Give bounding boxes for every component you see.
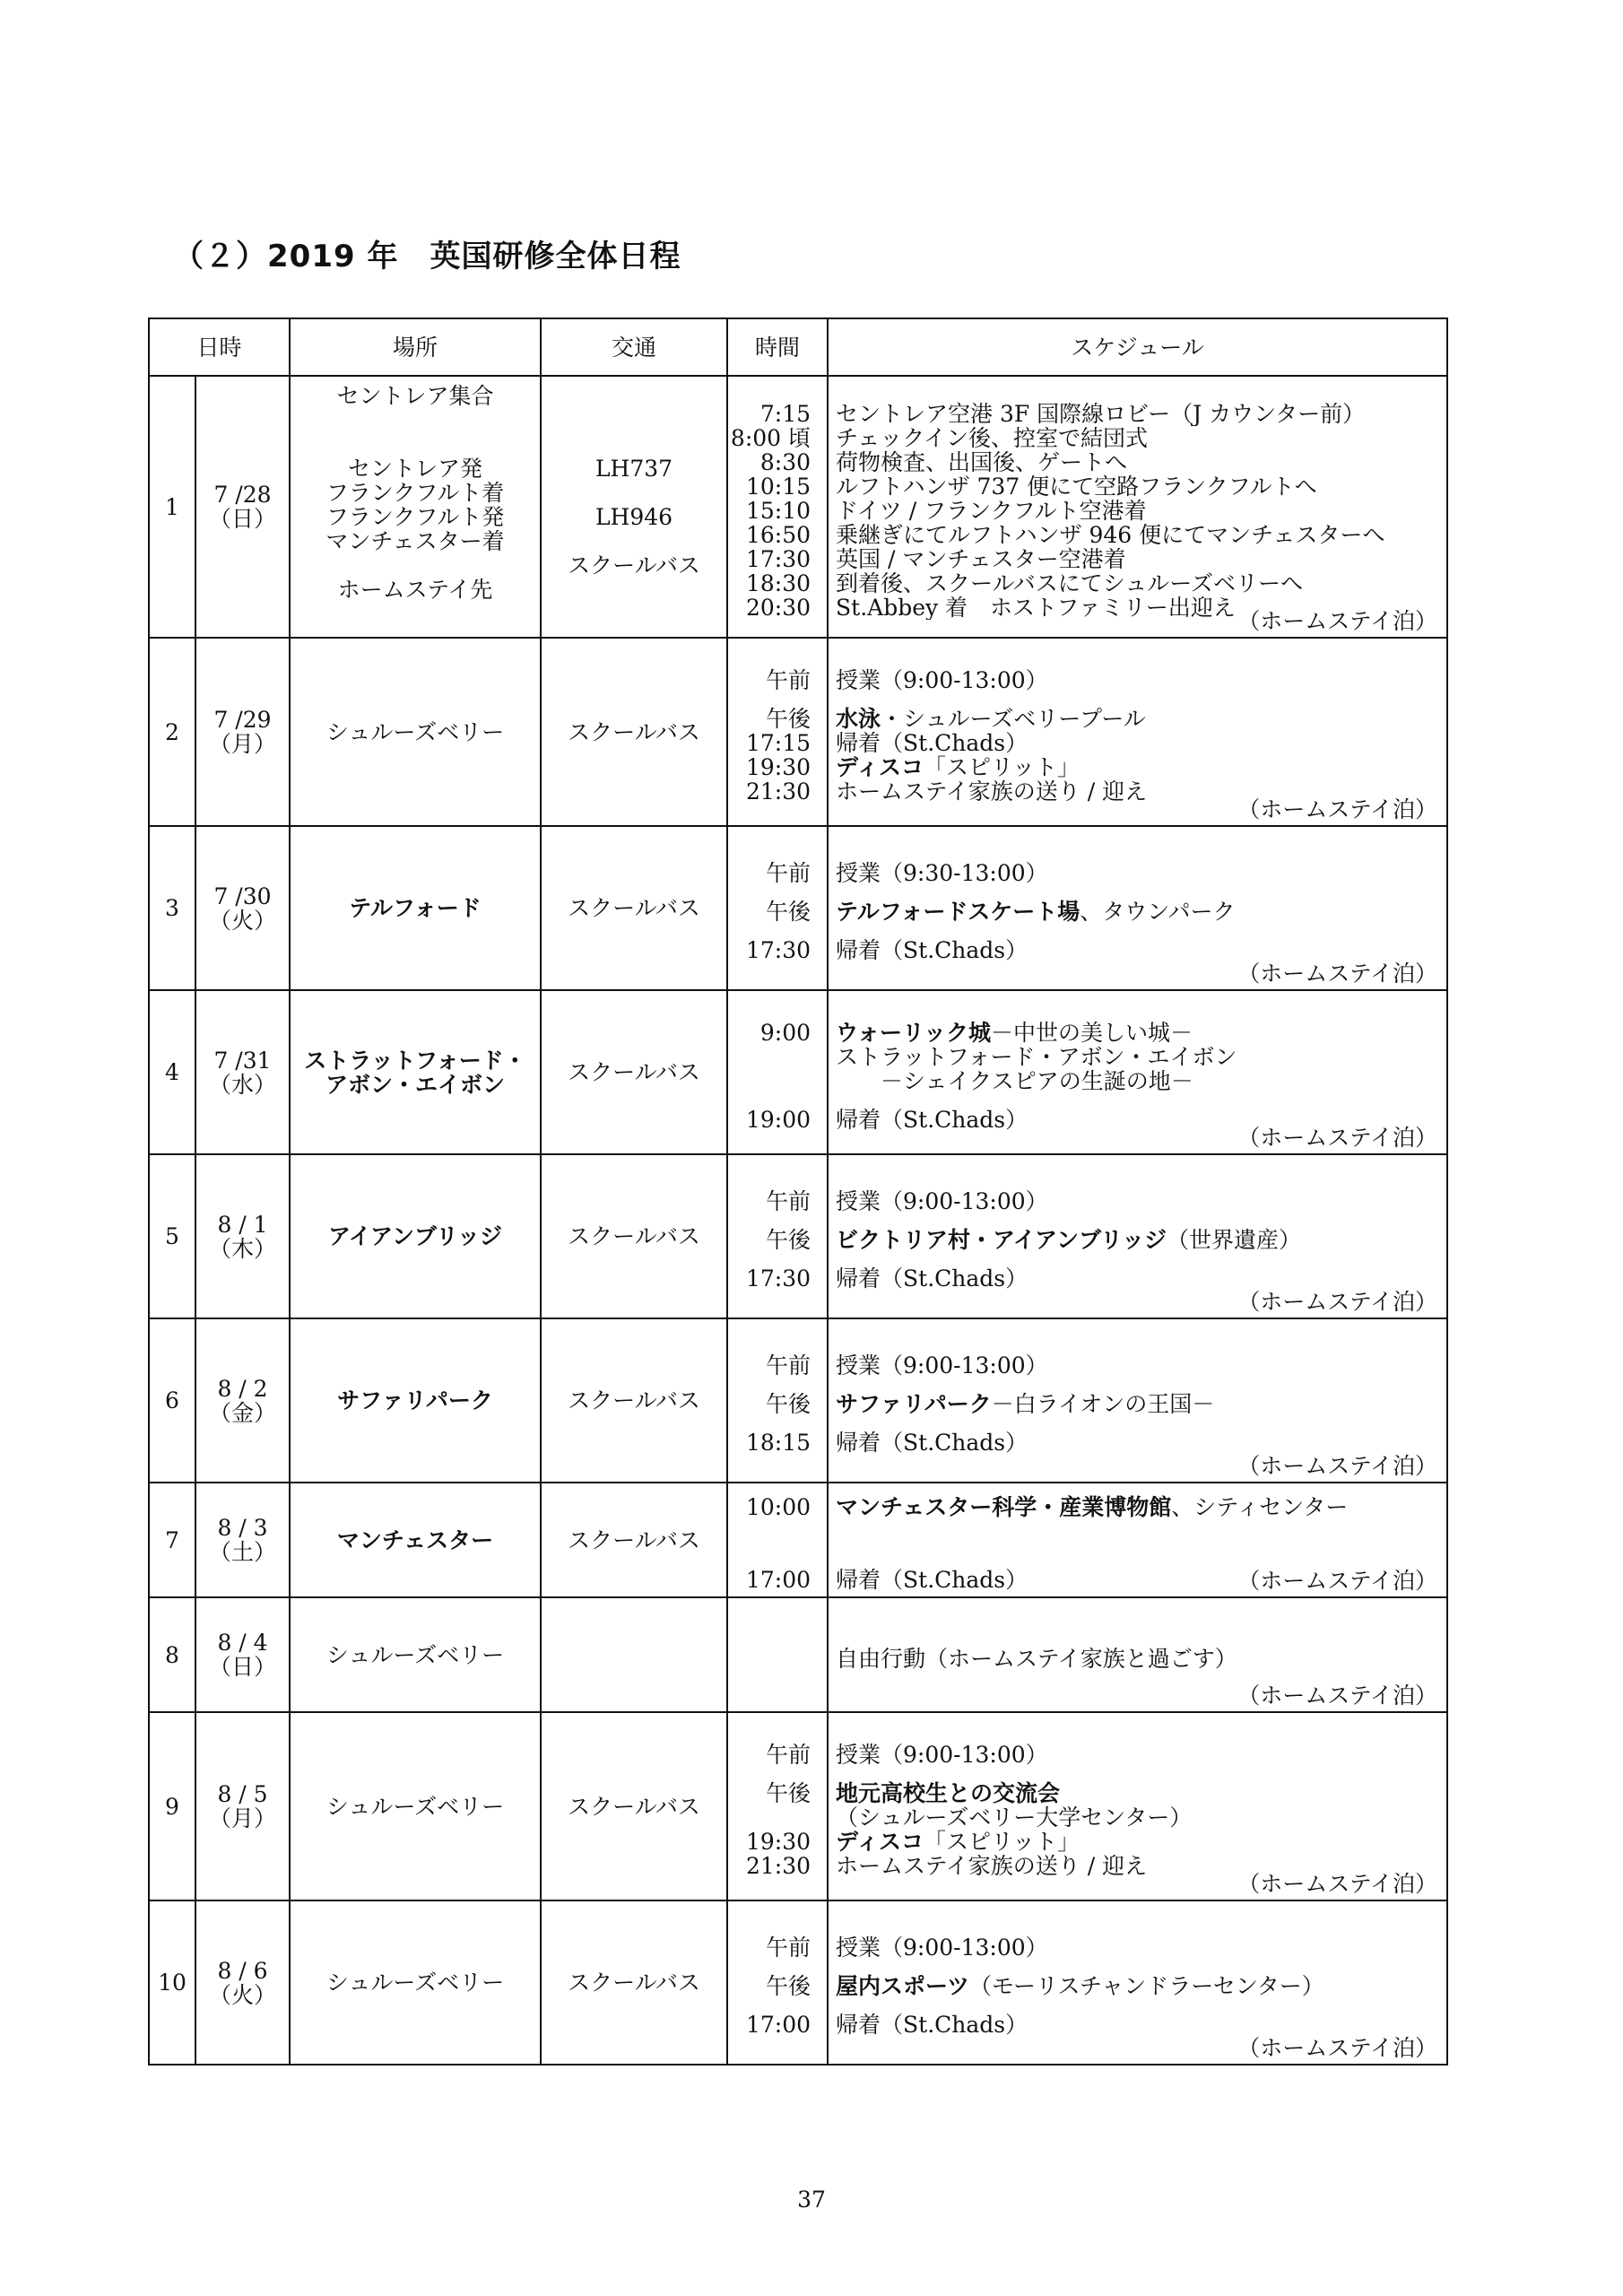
date-text: 8 / 2 (217, 1375, 268, 1402)
page-heading: （２）2019 年 英国研修全体日程 (173, 239, 681, 274)
place-name: サファリパーク (337, 1387, 493, 1413)
time-value: 19:30 (745, 754, 812, 779)
transport-cell (541, 990, 727, 1154)
schedule-text: 、シティセンター (1171, 1495, 1349, 1519)
schedule-line (836, 1935, 1446, 1960)
schedule-line (836, 938, 1446, 962)
schedule-text: 帰着（St.Chads） (836, 1107, 1028, 1132)
time-value: 9:00 (759, 1020, 812, 1045)
time-value: 21:30 (745, 1853, 812, 1878)
schedule-line (836, 1998, 1446, 2013)
page-number: 37 (797, 2187, 826, 2213)
schedule-line (836, 1431, 1446, 1455)
transport-name: スクールバス (568, 1793, 700, 1820)
schedule-line (836, 1266, 1446, 1291)
time-value: 17:30 (745, 546, 812, 571)
time-cell (727, 1154, 828, 1318)
transport-line: LH737 (595, 457, 673, 481)
time-value: 午後 (766, 1974, 812, 1998)
place-cell (290, 638, 541, 826)
day-row (149, 1318, 1447, 1483)
transport-cell (541, 1483, 727, 1597)
schedule-text: 乗継ぎにてルフトハンザ 946 便にてマンチェスターへ (836, 522, 1385, 547)
weekday-text: （日） (209, 506, 277, 532)
place-cell (290, 826, 541, 990)
transport-cell (541, 376, 727, 638)
time-value (728, 1045, 811, 1069)
schedule-line (836, 1021, 1446, 1045)
schedule-line (836, 1093, 1446, 1108)
schedule-line (836, 668, 1446, 692)
date-text: 8 / 4 (217, 1630, 268, 1656)
schedule-cell (828, 1318, 1447, 1483)
schedule-line (836, 1805, 1446, 1830)
place-cell (290, 990, 541, 1154)
schedule-line (836, 1252, 1446, 1266)
schedule-line (836, 885, 1446, 900)
schedule-table (148, 317, 1448, 2066)
schedule-highlight: ディスコ (836, 1829, 924, 1854)
homestay-note: （ホームステイ泊） (1237, 608, 1438, 634)
schedule-line (836, 755, 1446, 779)
homestay-note: （ホームステイ泊） (1237, 1871, 1438, 1897)
schedule-text: －中世の美しい城－ (991, 1020, 1193, 1045)
schedule-highlight: ウォーリック城 (836, 1020, 992, 1045)
schedule-cell (828, 638, 1447, 826)
transport-cell (541, 1318, 727, 1483)
transport-name: スクールバス (568, 895, 700, 921)
transport-name: スクールバス (568, 1526, 700, 1553)
time-value: 午後 (766, 1392, 812, 1416)
schedule-cell (828, 1154, 1447, 1318)
day-number: 1 (149, 376, 195, 638)
place-line (291, 553, 540, 578)
time-value (728, 692, 811, 707)
place-cell (290, 1900, 541, 2065)
time-value: 17:30 (745, 1266, 812, 1291)
place-name: シュルーズベリー (325, 718, 505, 745)
time-value: 17:15 (745, 730, 812, 755)
weekday-text: （日） (209, 1654, 277, 1680)
schedule-highlight: サファリパーク (836, 1392, 992, 1416)
date-text: 7 /31 (213, 1047, 272, 1074)
schedule-line (836, 426, 1446, 450)
header-place: 場所 (290, 318, 541, 376)
weekday-text: （水） (209, 1071, 277, 1098)
place-name: マンチェスター (336, 1526, 494, 1553)
schedule-cell (828, 826, 1447, 990)
date-text: 7 /30 (213, 883, 272, 909)
time-value: 18:15 (745, 1431, 812, 1455)
schedule-text: －シェイクスピアの生誕の地－ (836, 1068, 1193, 1093)
schedule-line (836, 547, 1446, 571)
time-value (728, 885, 811, 900)
transport-cell (541, 1154, 727, 1318)
time-cell (727, 376, 828, 638)
time-value: 10:15 (745, 474, 812, 499)
header-schedule: スケジュール (828, 318, 1447, 376)
time-value (728, 1647, 811, 1671)
schedule-text: 授業（9:00-13:00） (836, 667, 1048, 692)
transport-cell (541, 1597, 727, 1712)
place-cell (290, 1483, 541, 1597)
schedule-line (836, 861, 1446, 885)
schedule-line (836, 707, 1446, 731)
day-number: 2 (149, 638, 195, 826)
place-name: シュルーズベリー (325, 1641, 505, 1668)
time-value: 午前 (766, 1742, 812, 1767)
schedule-text: 帰着（St.Chads） (836, 730, 1028, 755)
weekday-text: （月） (209, 731, 277, 757)
schedule-line (836, 900, 1446, 924)
schedule-text: 授業（9:30-13:00） (836, 861, 1048, 885)
transport-name: スクールバス (568, 1223, 700, 1249)
day-number: 8 (149, 1597, 195, 1712)
time-value: 21:30 (745, 778, 812, 804)
schedule-highlight: マンチェスター科学・産業博物館 (836, 1495, 1172, 1519)
time-value: 17:30 (745, 938, 812, 962)
schedule-line (836, 402, 1446, 426)
time-value: 15:10 (745, 498, 812, 523)
schedule-line (836, 924, 1446, 938)
schedule-text: ・シュルーズベリープール (881, 706, 1146, 731)
transport-line (542, 432, 726, 457)
schedule-text: 帰着（St.Chads） (836, 938, 1028, 962)
schedule-line (836, 1974, 1446, 1998)
transport-line (542, 481, 726, 505)
place-line: ホームステイ先 (337, 578, 493, 602)
schedule-line (836, 1519, 1446, 1568)
schedule-cell (828, 1597, 1447, 1712)
place-name: アボン・エイボン (325, 1071, 506, 1098)
transport-line (542, 384, 726, 408)
time-value: 午前 (766, 1353, 812, 1378)
place-line: セントレア集合 (336, 384, 494, 408)
header-time: 時間 (727, 318, 828, 376)
schedule-text: ホームステイ家族の送り / 迎え (836, 1853, 1148, 1878)
schedule-line (836, 1392, 1446, 1416)
schedule-cell (828, 1712, 1447, 1900)
place-cell (290, 1154, 541, 1318)
schedule-text: 授業（9:00-13:00） (836, 1935, 1048, 1960)
schedule-text: 自由行動（ホームステイ家族と過ごす） (836, 1646, 1237, 1671)
schedule-text: 授業（9:00-13:00） (836, 1742, 1048, 1767)
schedule-line (836, 1495, 1446, 1519)
transport-cell (541, 1900, 727, 2065)
time-value: 午後 (766, 900, 812, 924)
date-text: 8 / 3 (217, 1515, 268, 1541)
time-cell (727, 1597, 828, 1712)
time-value (728, 1213, 811, 1228)
time-value (728, 924, 811, 938)
schedule-text: ホームステイ家族の送り / 迎え (836, 778, 1148, 804)
date-cell (195, 1712, 290, 1900)
schedule-text: －白ライオンの王国－ (991, 1392, 1215, 1416)
day-row (149, 638, 1447, 826)
schedule-text: 授業（9:00-13:00） (836, 1353, 1048, 1378)
transport-name: スクールバス (568, 1970, 700, 1996)
transport-line (542, 408, 726, 432)
time-value (728, 1378, 811, 1392)
schedule-line (836, 1767, 1446, 1781)
homestay-note: （ホームステイ泊） (1237, 796, 1438, 822)
schedule-highlight: ビクトリア村・アイアンブリッジ (836, 1228, 1167, 1252)
schedule-text: ルフトハンザ 737 便にて空路フランクフルトへ (836, 474, 1317, 499)
schedule-cell (828, 376, 1447, 638)
schedule-line (836, 1416, 1446, 1431)
date-cell (195, 1483, 290, 1597)
schedule-cell (828, 1483, 1447, 1597)
time-cell (727, 990, 828, 1154)
date-text: 8 / 1 (217, 1211, 268, 1238)
schedule-line (836, 1353, 1446, 1378)
schedule-text: （世界遺産） (1167, 1228, 1302, 1252)
transport-line (542, 529, 726, 553)
time-value: 17:00 (745, 2013, 812, 2037)
date-text: 7 /28 (213, 482, 272, 508)
transport-cell (541, 826, 727, 990)
day-row (149, 1483, 1447, 1597)
transport-cell (541, 1712, 727, 1900)
schedule-text: セントレア空港 3F 国際線ロビー（J カウンター前） (836, 401, 1366, 426)
time-value (728, 1069, 811, 1093)
day-row (149, 990, 1447, 1154)
place-name: アイアンブリッジ (328, 1223, 503, 1249)
day-number: 5 (149, 1154, 195, 1318)
transport-line: スクールバス (568, 553, 700, 578)
schedule-text: 帰着（St.Chads） (836, 1431, 1028, 1455)
schedule-line (836, 1189, 1446, 1213)
time-value: 16:50 (745, 522, 812, 547)
schedule-highlight: 地元高校生との交流会 (836, 1780, 1061, 1805)
time-value: 19:00 (745, 1107, 812, 1132)
weekday-text: （火） (209, 907, 277, 934)
time-value (728, 1805, 811, 1830)
time-cell (727, 1900, 828, 2065)
date-cell (195, 1900, 290, 2065)
time-value (728, 1767, 811, 1781)
time-value: 20:30 (745, 595, 812, 620)
time-value (728, 1093, 811, 1108)
schedule-line (836, 450, 1446, 474)
time-value (728, 1519, 811, 1568)
place-cell (290, 1712, 541, 1900)
date-cell (195, 990, 290, 1154)
place-line: マンチェスター着 (325, 529, 505, 553)
homestay-note: （ホームステイ泊） (1237, 961, 1438, 987)
time-value: 午前 (766, 861, 812, 885)
schedule-text: St.Abbey 着 ホストファミリー出迎え (836, 595, 1236, 620)
weekday-text: （金） (209, 1399, 277, 1426)
time-value (728, 1416, 811, 1431)
day-number: 9 (149, 1712, 195, 1900)
time-value: 午後 (766, 1780, 812, 1805)
time-value: 8:00 頃 (730, 425, 812, 450)
place-line: セントレア発 (348, 457, 483, 481)
time-cell (727, 1712, 828, 1900)
date-cell (195, 1154, 290, 1318)
schedule-text: 荷物検査、出国後、ゲートへ (836, 449, 1128, 474)
schedule-line (836, 1647, 1446, 1671)
weekday-text: （土） (209, 1539, 277, 1565)
day-row (149, 376, 1447, 638)
schedule-text: ストラットフォード・アボン・エイボン (836, 1044, 1237, 1069)
transport-line: LH946 (595, 505, 673, 529)
day-row (149, 1597, 1447, 1712)
place-line (291, 432, 540, 457)
date-text: 8 / 5 (217, 1781, 268, 1807)
day-number: 10 (149, 1900, 195, 2065)
place-name: ストラットフォード・ (304, 1047, 526, 1074)
schedule-line (836, 1781, 1446, 1805)
time-value (728, 1998, 811, 2013)
schedule-text: 「スピリット」 (924, 754, 1081, 779)
day-number: 3 (149, 826, 195, 990)
time-value: 午後 (766, 1228, 812, 1252)
schedule-line (836, 1213, 1446, 1228)
schedule-text: （シュルーズベリー大学センター） (836, 1805, 1193, 1830)
schedule-cell (828, 1900, 1447, 2065)
schedule-line (836, 1743, 1446, 1767)
day-number: 4 (149, 990, 195, 1154)
schedule-text: 帰着（St.Chads） (836, 1568, 1028, 1592)
place-name: テルフォード (349, 895, 482, 921)
schedule-line (836, 692, 1446, 707)
header-transport: 交通 (541, 318, 727, 376)
transport-line (542, 578, 726, 602)
schedule-line (836, 499, 1446, 523)
day-row (149, 1154, 1447, 1318)
schedule-line (836, 2013, 1446, 2037)
time-cell (727, 1318, 828, 1483)
date-text: 7 /29 (213, 707, 272, 733)
place-line: フランクフルト発 (325, 505, 505, 529)
time-value: 7:15 (759, 401, 812, 426)
transport-cell (541, 638, 727, 826)
schedule-text: チェックイン後、控室で結団式 (836, 425, 1149, 450)
time-value: 18:30 (745, 570, 812, 596)
day-number: 7 (149, 1483, 195, 1597)
schedule-text: 、タウンパーク (1080, 900, 1236, 924)
weekday-text: （木） (209, 1235, 277, 1262)
place-cell (290, 1318, 541, 1483)
schedule-text: 帰着（St.Chads） (836, 1266, 1028, 1291)
schedule-highlight: テルフォードスケート場 (836, 900, 1081, 924)
time-value: 午前 (766, 1935, 812, 1960)
place-cell (290, 376, 541, 638)
schedule-text: 帰着（St.Chads） (836, 2013, 1028, 2037)
table-body (149, 376, 1447, 2065)
schedule-highlight: 水泳 (836, 706, 881, 731)
schedule-text: 英国 / マンチェスター空港着 (836, 546, 1126, 571)
time-value: 午後 (766, 706, 812, 731)
time-value (728, 1960, 811, 1974)
place-cell (290, 1597, 541, 1712)
date-cell (195, 1318, 290, 1483)
date-cell (195, 376, 290, 638)
schedule-text: 到着後、スクールバスにてシュルーズベリーへ (836, 570, 1304, 596)
schedule-line (836, 523, 1446, 547)
table-header-row (149, 318, 1447, 376)
place-name: シュルーズベリー (325, 1793, 505, 1820)
place-line (291, 408, 540, 432)
time-cell (727, 1483, 828, 1597)
schedule-text: 授業（9:00-13:00） (836, 1189, 1048, 1213)
date-cell (195, 826, 290, 990)
transport-name: スクールバス (568, 1059, 700, 1085)
time-cell (727, 826, 828, 990)
day-row (149, 1900, 1447, 2065)
time-value: 17:00 (745, 1568, 812, 1592)
header-datetime: 日時 (149, 318, 290, 376)
place-line: フランクフルト着 (325, 481, 505, 505)
transport-name: スクールバス (568, 718, 700, 745)
homestay-note: （ホームステイ泊） (1237, 1125, 1438, 1151)
schedule-text: （モーリスチャンドラーセンター） (969, 1974, 1324, 1998)
schedule-line (836, 731, 1446, 755)
weekday-text: （月） (209, 1805, 277, 1831)
day-row (149, 1712, 1447, 1900)
date-cell (195, 638, 290, 826)
day-row (149, 826, 1447, 990)
schedule-cell (828, 990, 1447, 1154)
schedule-line (836, 474, 1446, 499)
homestay-note: （ホームステイ泊） (1237, 1453, 1438, 1479)
schedule-text: 「スピリット」 (924, 1829, 1081, 1854)
homestay-note: （ホームステイ泊） (1237, 1683, 1438, 1709)
schedule-text: ドイツ / フランクフルト空港着 (836, 498, 1147, 523)
homestay-note: （ホームステイ泊） (1237, 1289, 1438, 1315)
time-value: 午前 (766, 1189, 812, 1213)
date-cell (195, 1597, 290, 1712)
time-value: 10:00 (745, 1495, 812, 1519)
time-value: 8:30 (759, 449, 812, 474)
schedule-line (836, 1228, 1446, 1252)
schedule-line (836, 1045, 1446, 1069)
day-number: 6 (149, 1318, 195, 1483)
schedule-line (836, 571, 1446, 596)
time-value: 19:30 (745, 1829, 812, 1854)
date-text: 8 / 6 (217, 1957, 268, 1984)
schedule-line (836, 1960, 1446, 1974)
time-value: 午前 (766, 667, 812, 692)
schedule-highlight: ディスコ (836, 754, 924, 779)
homestay-note: （ホームステイ泊） (1237, 1568, 1438, 1594)
schedule-line (836, 1378, 1446, 1392)
place-name: シュルーズベリー (325, 1970, 505, 1996)
homestay-note: （ホームステイ泊） (1237, 2035, 1438, 2061)
time-value (728, 1252, 811, 1266)
time-cell (727, 638, 828, 826)
transport-name: スクールバス (568, 1387, 700, 1413)
schedule-line (836, 1069, 1446, 1093)
weekday-text: （火） (209, 1981, 277, 2008)
schedule-line (836, 1830, 1446, 1854)
schedule-highlight: 屋内スポーツ (836, 1974, 970, 1998)
